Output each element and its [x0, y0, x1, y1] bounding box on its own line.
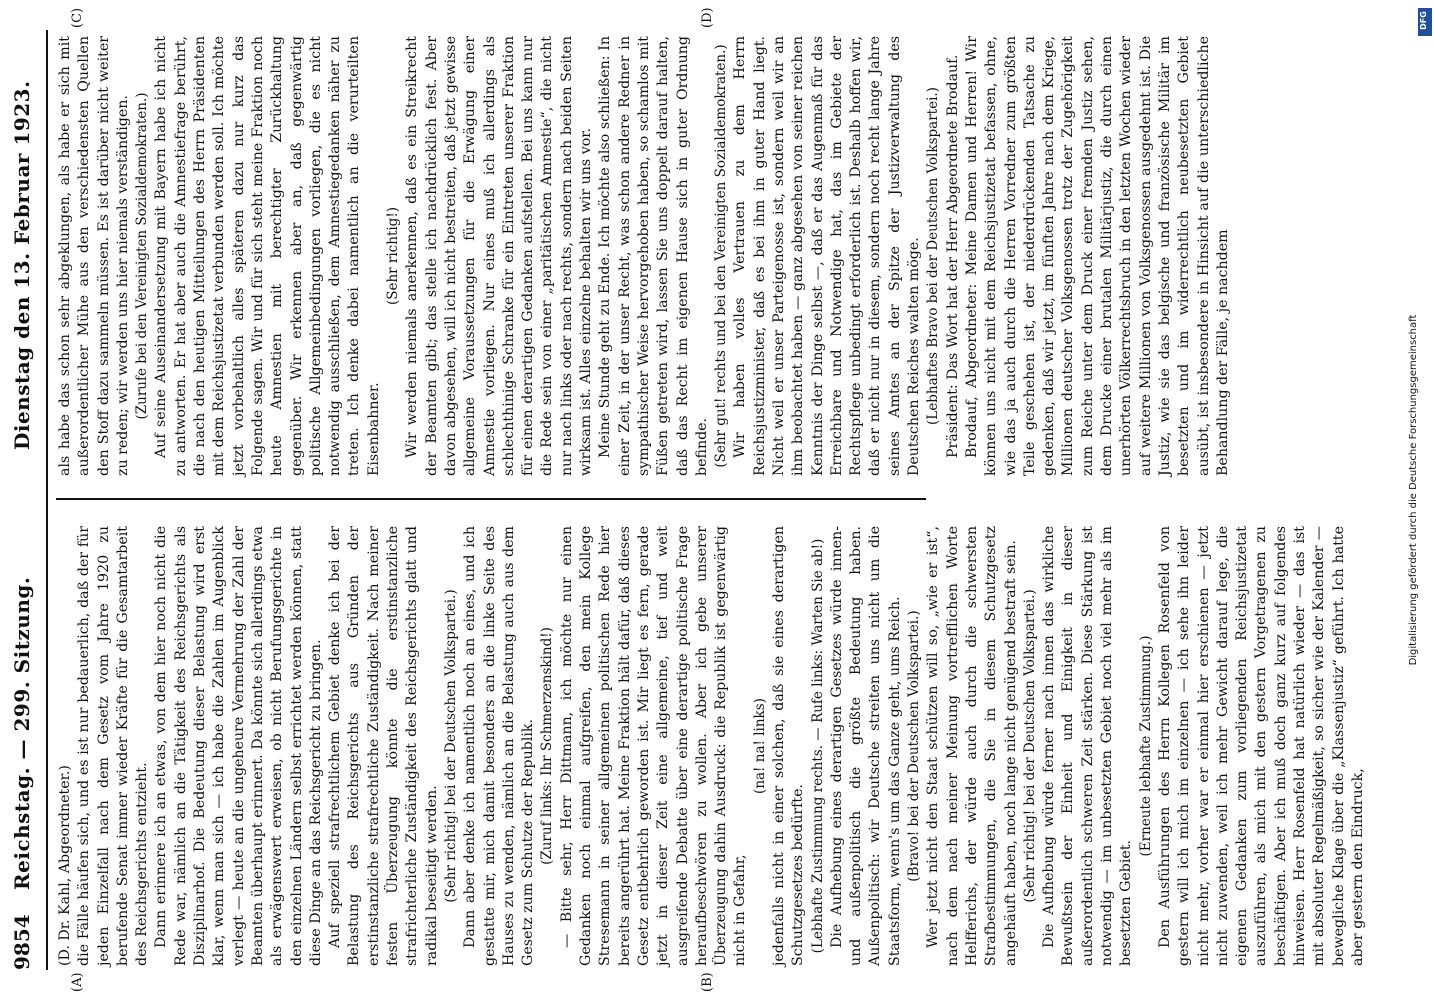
left-text-column: [56, 526, 1368, 966]
paragraph: Meine Stunde geht zu Ende. Ich möchte also schließen: In einer Zeit, in der unser Recht, was schon andere Redner in sympathischer Weise hervorgehoben haben, so schamlos mit Füßen getreten wird, lassen Sie uns doppelt darauf halten, daß das Recht im eigenen Hause sich in guter Ordnung befinde.: [597, 36, 710, 476]
margin-marker-d: (D): [700, 7, 715, 28]
paragraph: Auf speziell strafrechtlichem Gebiet denke ich bei der Belastung des Reichsgerichts aus Gründen der erstinstanzliche strafrechtliche Zuständigkeit. Nach meiner festen Überzeugung könnte die erstinstanzliche strafrichterliche Zuständigkeit des Reichsgerichts glatt und radikal beseitigt werden.: [327, 526, 440, 966]
paragraph: als habe das schon sehr abgeklungen, als habe er sich mit außerordentlicher Mühe aus den verschiedensten Quellen den Stoff dazu sammeln müssen. Es ist darüber nicht weiter zu reden; wir werden uns hier niemals verständigen.: [57, 36, 131, 476]
interjection: (Bravo! bei der Deutschen Volkspartei.): [906, 610, 923, 882]
paragraph: Dann erinnere ich an etwas, von dem hier noch nicht die Rede war, nämlich an die Tätigkeit des Reichsgerichts als Disziplinarhof. Die Bedeutung dieser Belastung wird erst klar, wenn man sich — ich habe die Zahlen im Augenblick verlegt — heute an die ungeheure Vermehrung der Zahl der Beamten überhaupt erinnert. Da könnte sich allerdings etwa als erwägenswert erweisen, ob nicht Berufungsgerichte in den einzelnen Ländern selbst errichtet werden können, statt diese Dinge an das Reichsgericht zu bringen.: [153, 526, 324, 966]
running-header: [0, 30, 48, 970]
paragraph: Wir haben volles Vertrauen zu dem Herrn Reichsjustizminister, daß es bei ihm in guter Hand liegt. Nicht weil er unser Parteigenosse ist, sondern weil wir an ihm beobachtet haben — ganz abgesehen von seiner reichen Kenntnis der Dinge selbst —, daß er das Augenmaß für das Erreichbare und Notwendige hat, das im Gebiete der Rechtspflege unbedingt erforderlich ist. Deshalb hoffen wir, daß er nicht nur in diesem, sondern noch recht lange Jahre seines Amtes an der Spitze der Justizverwaltung des Deutschen Reiches walten möge.: [732, 36, 923, 476]
paragraph: jedenfalls nicht in einer solchen, daß sie eines derartigen Schutzgesetzes bedürfte.: [770, 526, 807, 966]
digitization-credit: [1400, 40, 1430, 960]
dfg-logo: [1418, 8, 1432, 36]
paragraph: Wir werden niemals anerkennen, daß es ein Streikrecht der Beamten gibt; das stelle ich nachdrücklich fest. Aber davon abgesehen, will ich nicht bestreiten, daß jetzt gewisse allgemeine Voraussetzungen für die Erwägung einer Amnestie vorliegen. Nur eines muß ich allerdings als schlechthinige Schranke für ein Eintreten unserer Fraktion für einen derartigen Gedanken aufstellen. Bei uns kann nur die Rede sein von einer „paritätischen Amnestie“, die nicht nur nach links oder nach rechts, sondern nach beiden Seiten wirksam ist. Alles einzelne behalten wir uns vor.: [404, 36, 595, 476]
paragraph: Dann aber denke ich namentlich noch an eines, und ich gestatte mir, mich damit besonders an die linke Seite des Hauses zu wenden, nämlich an die Belastung auch aus dem Gesetz zum Schutze der Republik.: [462, 526, 537, 966]
interjection: (Sehr richtig! bei der Deutschen Volkspartei.): [1021, 589, 1038, 903]
right-text-column: [56, 36, 1233, 476]
paragraph: Die Aufhebung eines derartigen Gesetzes würde innen- und außenpolitisch die größte Bedeutung haben. Außenpolitisch: wir Deutsche streiten uns nicht um die Staatsform, wenn's um das Ganze geht, ums Reich.: [828, 526, 903, 966]
interjection: (Zurufe bei den Vereinigten Sozialdemokraten.): [134, 92, 151, 420]
paragraph: Auf seine Auseinandersetzung mit Bayern habe ich nicht zu antworten. Er hat aber auch die Amnestiefrage berührt, die nach den heutigen Mitteilungen des Herrn Präsidenten mit dem Reichsjustizetat verbunden werden soll. Ich möchte jetzt vorbehaltlich alles späteren dazu nur kurz das Folgende sagen. Wir und für sich steht meine Fraktion noch heute Amnestien mit berechtigter Zurückhaltung gegenüber. Wir erkennen aber an, daß gegenwärtig politische Allgemeinbedingungen vorliegen, die es nicht notwendig ausschließen, dem Amnestiegedanken näher zu treten. Ich denke dabei namentlich an die verurteilten Eisenbahner.: [153, 36, 382, 476]
margin-marker-b: (B): [700, 972, 715, 992]
header-right-title: Dienstag den 13. Februar 1923.: [10, 80, 34, 450]
margin-marker-c: (C): [70, 7, 85, 28]
interjection: (Erneute lebhafte Zustimmung.): [1137, 635, 1154, 857]
interjection: (Lebhafte Zustimmung rechts. — Rufe links: Warten Sie ab!): [809, 538, 826, 954]
paragraph: Die Aufhebung würde ferner nach innen das wirkliche Bewußtsein der Einheit und Einigkeit in dieser außerordentlich schweren Zeit stärken. Diese Stärkung ist notwendig — im unbesetzten Gebiet noch viel mehr als im besetzten Gebiet.: [1041, 526, 1135, 966]
credit-text: Digitalisierung gefördert durch die Deutsche Forschungsgemeinschaft: [1408, 314, 1419, 666]
paragraph: die Fälle häufen sich, und es ist nur bedauerlich, daß der für jeden Einzelfall nach dem Gesetz vom Jahre 1920 zu berufende Senat immer wieder Kräfte für die Gesamtarbeit des Reichsgerichts entzieht.: [76, 526, 151, 966]
paragraph: — Bitte sehr, Herr Dittmann, ich möchte nur einen Gedanken noch einmal aufgreifen, den mein Kollege Stresemann in seiner allgemeinen politischen Rede hier bereits angerührt hat. Meine Fraktion hält dafür, daß dieses Gesetz entbehrlich geworden ist. Mir liegt es fern, gerade jetzt in dieser Zeit eine allgemeine, tief und weit ausgreifende Debatte über eine derartige politische Frage heraufbeschwören zu wollen. Aber ich gebe unserer Überzeugung dahin Ausdruck: die Republik ist gegenwärtig nicht in Gefahr,: [558, 526, 749, 966]
page-number: 9854: [10, 914, 34, 970]
interjection: (Lebhaftes Bravo bei der Deutschen Volkspartei.): [925, 87, 942, 425]
paragraph: Den Ausführungen des Herrn Kollegen Rosenfeld von gestern will ich mich im einzelnen — ich sehe ihn leider nicht mehr, vorher war er einmal hier erschienen — jetzt nicht zuwenden, weil ich mehr Gewicht darauf lege, die eigenen Gedanken zum vorliegenden Reichsjustizetat auszuführen, als mich mit den gestern Vorgetragenen zu beschäftigen. Aber ich muß doch ganz kurz auf folgendes hinweisen. Herr Rosenfeld hat natürlich wieder — das ist mit absoluter Regelmäßigkeit, so sicher wie der Kalender — bewegliche Klage über die „Klassenjustiz“ geführt. Ich hatte aber gestern den Eindruck,: [1156, 526, 1366, 966]
margin-marker-a: (A): [70, 972, 85, 992]
dfg-label: DFG: [1418, 11, 1428, 30]
interjection: (Sehr gut! rechts und bei den Vereinigten Sozialdemokraten.): [713, 44, 730, 468]
header-left-title: Reichstag. — 299. Sitzung.: [10, 576, 34, 890]
speaker-note: (D. Dr. Kahl, Abgeordneter.): [57, 765, 73, 966]
interjection: (Zuruf links: Ihr Schmerzenskind!): [539, 627, 556, 865]
president-statement: Präsident: Das Wort hat der Herr Abgeordnete Brodauf.: [944, 54, 961, 458]
interjection: (Sehr richtig! bei der Deutschen Volkspartei.): [442, 589, 459, 903]
interjection: (na! na! links): [751, 698, 768, 794]
column-divider: [56, 498, 926, 500]
interjection: (Sehr richtig!): [385, 206, 402, 306]
paragraph: Brodauf, Abgeordneter: Meine Damen und Herren! Wir können uns nicht mit dem Reichsjustizetat befassen, ohne, wie das ja auch durch die Herren Vorredner zum größten Teile geschehen ist, der niederdrückenden Tatsache zu gedenken, daß wir jetzt, im fünften Jahre nach dem Kriege, Millionen deutscher Volksgenossen trotz der Zugehörigkeit zum Reiche unter dem Druck einer fremden Justiz sehen, dem Drucke einer brutalen Militärjustiz, die durch einen unerhörten Völkerrechtsbruch in den letzten Wochen wieder auf weitere Millionen von Volksgenossen ausgedehnt ist. Die Justiz, wie sie das belgische und französische Militär im besetzten und im widerrechtlich neubesetzten Gebiet ausübt, ist insbesondere in Hinsicht auf die unterschiedliche Behandlung der Fälle, je nachdem: [963, 36, 1231, 476]
paragraph: Wer jetzt nicht den Staat schützen will so, „wie er ist“, nach dem nach meiner Meinung vortrefflichen Worte Helfferichs, der würde auch durch die schwersten Strafbestimmungen, die Sie in diesem Schutzgesetz angehäuft haben, noch lange nicht genügend bestraft sein.: [925, 526, 1019, 966]
